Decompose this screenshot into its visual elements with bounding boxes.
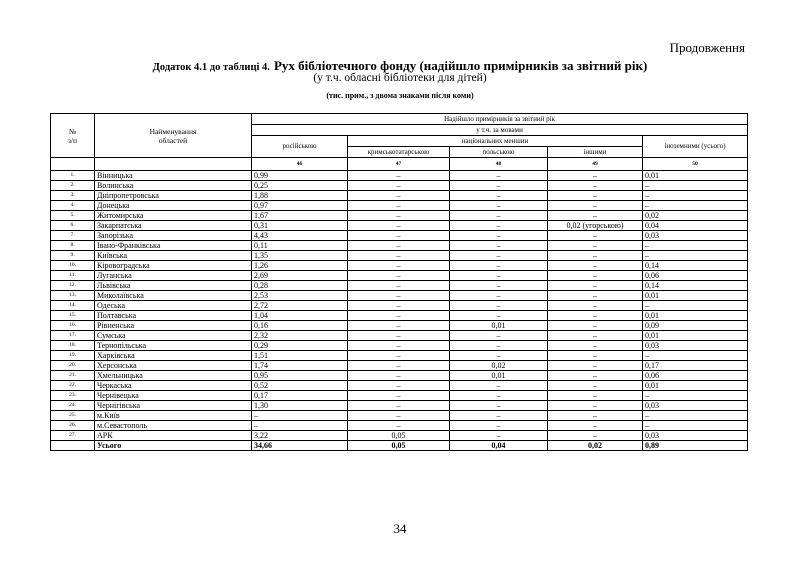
value-cell: – — [548, 381, 643, 391]
row-number: 16. — [51, 321, 95, 331]
row-number: 23. — [51, 391, 95, 401]
region-name: Запорізька — [95, 231, 252, 241]
header-russian: російською — [252, 136, 348, 158]
value-cell: 0,14 — [643, 261, 748, 271]
code-cell: 49 — [548, 158, 643, 171]
value-cell: – — [348, 341, 450, 351]
region-name: Миколаївська — [95, 291, 252, 301]
value-cell: – — [548, 311, 643, 321]
value-cell: – — [450, 431, 548, 441]
table-row — [51, 261, 748, 271]
value-cell: 0,03 — [643, 431, 748, 441]
row-number: 20. — [51, 361, 95, 371]
value-cell: – — [450, 351, 548, 361]
table-row — [51, 191, 748, 201]
row-number: 15. — [51, 311, 95, 321]
value-cell: – — [348, 211, 450, 221]
code-cell: 47 — [348, 158, 450, 171]
total-value: 0,04 — [450, 441, 548, 451]
region-name: Сумська — [95, 331, 252, 341]
value-cell: – — [348, 321, 450, 331]
code-cell — [95, 158, 252, 171]
value-cell: – — [348, 181, 450, 191]
region-name: Полтавська — [95, 311, 252, 321]
row-number: 5. — [51, 211, 95, 221]
value-cell: – — [548, 351, 643, 361]
value-cell: 1,88 — [252, 191, 348, 201]
value-cell: – — [450, 251, 548, 261]
code-cell: 48 — [450, 158, 548, 171]
code-cell: 46 — [252, 158, 348, 171]
table-row — [51, 231, 748, 241]
page-number: 34 — [393, 521, 407, 536]
row-number: 11. — [51, 271, 95, 281]
value-cell: – — [348, 361, 450, 371]
value-cell: – — [548, 291, 643, 301]
value-cell: – — [348, 331, 450, 341]
table-row — [51, 181, 748, 191]
row-number: 8. — [51, 241, 95, 251]
value-cell: – — [348, 251, 450, 261]
value-cell: – — [548, 371, 643, 381]
value-cell: – — [548, 341, 643, 351]
total-label: Усього — [95, 441, 252, 451]
value-cell: – — [450, 291, 548, 301]
header-crimean-tatar: кримськотатарською — [348, 147, 450, 158]
continuation-label: Продовження — [669, 40, 745, 55]
value-cell: 0,31 — [252, 221, 348, 231]
row-number: 4. — [51, 201, 95, 211]
region-name: Вінницька — [95, 171, 252, 181]
table-row — [51, 271, 748, 281]
value-cell: 0,14 — [643, 281, 748, 291]
value-cell: 1,04 — [252, 311, 348, 321]
header-received: Надійшло примірників за звітний рік — [252, 114, 748, 125]
value-cell: – — [643, 191, 748, 201]
total-value: 34,66 — [252, 441, 348, 451]
row-number: 26. — [51, 421, 95, 431]
table-row — [51, 411, 748, 421]
header-region: Найменування областей — [95, 114, 252, 158]
title-prefix: Додаток 4.1 до таблиці 4. — [152, 62, 270, 73]
value-cell: 0,01 — [643, 311, 748, 321]
row-number: 22. — [51, 381, 95, 391]
value-cell: 0,05 — [348, 431, 450, 441]
value-cell: – — [548, 281, 643, 291]
table-row — [51, 361, 748, 371]
value-cell: – — [548, 241, 643, 251]
value-cell: – — [252, 411, 348, 421]
value-cell: – — [643, 301, 748, 311]
value-cell: 2,32 — [252, 331, 348, 341]
value-cell: – — [548, 231, 643, 241]
units-note: (тис. прим., з двома знаками після коми) — [326, 91, 474, 100]
value-cell: – — [348, 231, 450, 241]
row-number: 18. — [51, 341, 95, 351]
table-row — [51, 211, 748, 221]
value-cell: 2,69 — [252, 271, 348, 281]
region-name: АРК — [95, 431, 252, 441]
table-row — [51, 351, 748, 361]
value-cell: – — [348, 391, 450, 401]
value-cell: – — [348, 261, 450, 271]
row-number: 9. — [51, 251, 95, 261]
table-row — [51, 201, 748, 211]
value-cell: 0,95 — [252, 371, 348, 381]
value-cell: – — [450, 231, 548, 241]
value-cell: – — [348, 281, 450, 291]
value-cell: – — [348, 371, 450, 381]
value-cell: – — [643, 241, 748, 251]
value-cell: 2,53 — [252, 291, 348, 301]
table-row — [51, 421, 748, 431]
value-cell: – — [348, 191, 450, 201]
value-cell: – — [548, 401, 643, 411]
value-cell: – — [450, 341, 548, 351]
value-cell: – — [548, 321, 643, 331]
value-cell: 1,67 — [252, 211, 348, 221]
region-name: Черкаська — [95, 381, 252, 391]
row-number: 12. — [51, 281, 95, 291]
value-cell: – — [348, 401, 450, 411]
region-name: Рівненська — [95, 321, 252, 331]
value-cell: 0,99 — [252, 171, 348, 181]
table-row — [51, 221, 748, 231]
value-cell: – — [643, 391, 748, 401]
value-cell: – — [450, 201, 548, 211]
region-name: Чернігівська — [95, 401, 252, 411]
value-cell: 0,02 (угорською) — [548, 221, 643, 231]
value-cell: – — [643, 251, 748, 261]
value-cell: – — [450, 421, 548, 431]
value-cell: – — [450, 301, 548, 311]
region-name: м.Севастополь — [95, 421, 252, 431]
value-cell: 0,11 — [252, 241, 348, 251]
table-row — [51, 371, 748, 381]
value-cell: 0,01 — [643, 381, 748, 391]
value-cell: – — [450, 191, 548, 201]
region-name: Житомирська — [95, 211, 252, 221]
header-minorities: національних меншин — [348, 136, 643, 147]
table-row — [51, 401, 748, 411]
code-cell — [51, 158, 95, 171]
row-number: 14. — [51, 301, 95, 311]
total-value: 0,05 — [348, 441, 450, 451]
header-foreign: іноземними (усього) — [643, 136, 748, 158]
value-cell: 0,01 — [450, 321, 548, 331]
value-cell: 0,17 — [252, 391, 348, 401]
table-row — [51, 381, 748, 391]
value-cell: 0,04 — [643, 221, 748, 231]
value-cell: – — [348, 271, 450, 281]
value-cell: – — [348, 221, 450, 231]
value-cell: – — [548, 271, 643, 281]
value-cell: 1,74 — [252, 361, 348, 371]
row-number — [51, 441, 95, 451]
value-cell: 0,16 — [252, 321, 348, 331]
value-cell: 3,22 — [252, 431, 348, 441]
value-cell: – — [348, 411, 450, 421]
row-number: 21. — [51, 371, 95, 381]
region-name: Закарпатська — [95, 221, 252, 231]
value-cell: 0,52 — [252, 381, 348, 391]
region-name: Дніпропетровська — [95, 191, 252, 201]
value-cell: 0,01 — [643, 291, 748, 301]
table-row — [51, 241, 748, 251]
value-cell: 0,03 — [643, 231, 748, 241]
total-value: 0,89 — [643, 441, 748, 451]
region-name: Хмельницька — [95, 371, 252, 381]
value-cell: 0,97 — [252, 201, 348, 211]
row-number: 1. — [51, 171, 95, 181]
value-cell: 0,17 — [643, 361, 748, 371]
value-cell: – — [643, 411, 748, 421]
value-cell: – — [548, 331, 643, 341]
value-cell: 0,25 — [252, 181, 348, 191]
table-row — [51, 391, 748, 401]
value-cell: – — [348, 301, 450, 311]
value-cell: 0,28 — [252, 281, 348, 291]
value-cell: – — [548, 301, 643, 311]
table-row — [51, 281, 748, 291]
table-row — [51, 251, 748, 261]
table-row — [51, 331, 748, 341]
region-name: Київська — [95, 251, 252, 261]
value-cell: 0,01 — [643, 171, 748, 181]
row-number: 25. — [51, 411, 95, 421]
value-cell: – — [548, 421, 643, 431]
region-name: Харківська — [95, 351, 252, 361]
value-cell: – — [348, 311, 450, 321]
value-cell: 1,26 — [252, 261, 348, 271]
value-cell: – — [450, 391, 548, 401]
value-cell: – — [348, 421, 450, 431]
region-name: Херсонська — [95, 361, 252, 371]
value-cell: – — [643, 201, 748, 211]
region-name: Луганська — [95, 271, 252, 281]
header-other: іншими — [548, 147, 643, 158]
value-cell: 1,51 — [252, 351, 348, 361]
row-number: 6. — [51, 221, 95, 231]
region-name: Донецька — [95, 201, 252, 211]
row-number: 27. — [51, 431, 95, 441]
value-cell: – — [450, 331, 548, 341]
header-incl-languages: у т.ч. за мовами — [252, 125, 748, 136]
value-cell: – — [450, 221, 548, 231]
value-cell: – — [450, 171, 548, 181]
value-cell: – — [548, 211, 643, 221]
value-cell: 1,30 — [252, 401, 348, 411]
total-value: 0,02 — [548, 441, 643, 451]
library-fund-table — [50, 113, 748, 451]
row-number: 24. — [51, 401, 95, 411]
value-cell: 2,72 — [252, 301, 348, 311]
value-cell: 0,06 — [643, 271, 748, 281]
value-cell: – — [450, 181, 548, 191]
table-row — [51, 291, 748, 301]
value-cell: – — [348, 291, 450, 301]
value-cell: – — [643, 351, 748, 361]
value-cell: – — [548, 431, 643, 441]
value-cell: – — [548, 171, 643, 181]
region-name: м.Київ — [95, 411, 252, 421]
value-cell: – — [450, 401, 548, 411]
value-cell: – — [348, 241, 450, 251]
total-row — [51, 441, 748, 451]
table-row — [51, 341, 748, 351]
row-number: 3. — [51, 191, 95, 201]
row-number: 17. — [51, 331, 95, 341]
table-row — [51, 311, 748, 321]
value-cell: 0,29 — [252, 341, 348, 351]
value-cell: 0,09 — [643, 321, 748, 331]
value-cell: – — [548, 361, 643, 371]
value-cell: – — [348, 171, 450, 181]
row-number: 10. — [51, 261, 95, 271]
header-polish: польською — [450, 147, 548, 158]
table-body — [51, 171, 748, 451]
header-num: № з/п — [51, 114, 95, 158]
table-row — [51, 321, 748, 331]
value-cell: 0,03 — [643, 401, 748, 411]
value-cell: 0,06 — [643, 371, 748, 381]
table-row — [51, 171, 748, 181]
value-cell: – — [548, 261, 643, 271]
value-cell: – — [450, 261, 548, 271]
title-main: Рух бібліотечного фонду (надійшло примірників за звітний рік) — [273, 58, 648, 73]
value-cell: 0,02 — [643, 211, 748, 221]
table-row — [51, 431, 748, 441]
value-cell: – — [252, 421, 348, 431]
row-number: 2. — [51, 181, 95, 191]
region-name: Кіровоградська — [95, 261, 252, 271]
value-cell: 0,01 — [450, 371, 548, 381]
value-cell: 0,02 — [450, 361, 548, 371]
value-cell: – — [548, 411, 643, 421]
value-cell: 0,01 — [643, 331, 748, 341]
value-cell: 4,43 — [252, 231, 348, 241]
value-cell: – — [450, 211, 548, 221]
value-cell: 1,35 — [252, 251, 348, 261]
row-number: 13. — [51, 291, 95, 301]
value-cell: – — [450, 311, 548, 321]
value-cell: – — [548, 391, 643, 401]
value-cell: – — [643, 421, 748, 431]
value-cell: – — [450, 381, 548, 391]
value-cell: – — [548, 201, 643, 211]
value-cell: – — [643, 181, 748, 191]
value-cell: – — [348, 381, 450, 391]
table-row — [51, 301, 748, 311]
row-number: 19. — [51, 351, 95, 361]
region-name: Тернопільська — [95, 341, 252, 351]
value-cell: – — [450, 281, 548, 291]
region-name: Волинська — [95, 181, 252, 191]
value-cell: – — [450, 271, 548, 281]
document-subtitle: (у т.ч. обласні бібліотеки для дітей) — [313, 72, 487, 84]
value-cell: – — [548, 181, 643, 191]
region-name: Івано-Франківська — [95, 241, 252, 251]
value-cell: 0,03 — [643, 341, 748, 351]
value-cell: – — [450, 411, 548, 421]
value-cell: – — [450, 241, 548, 251]
region-name: Одеська — [95, 301, 252, 311]
region-name: Чернівецька — [95, 391, 252, 401]
value-cell: – — [348, 201, 450, 211]
region-name: Львівська — [95, 281, 252, 291]
value-cell: – — [548, 251, 643, 261]
row-number: 7. — [51, 231, 95, 241]
value-cell: – — [548, 191, 643, 201]
code-cell: 50 — [643, 158, 748, 171]
value-cell: – — [348, 351, 450, 361]
